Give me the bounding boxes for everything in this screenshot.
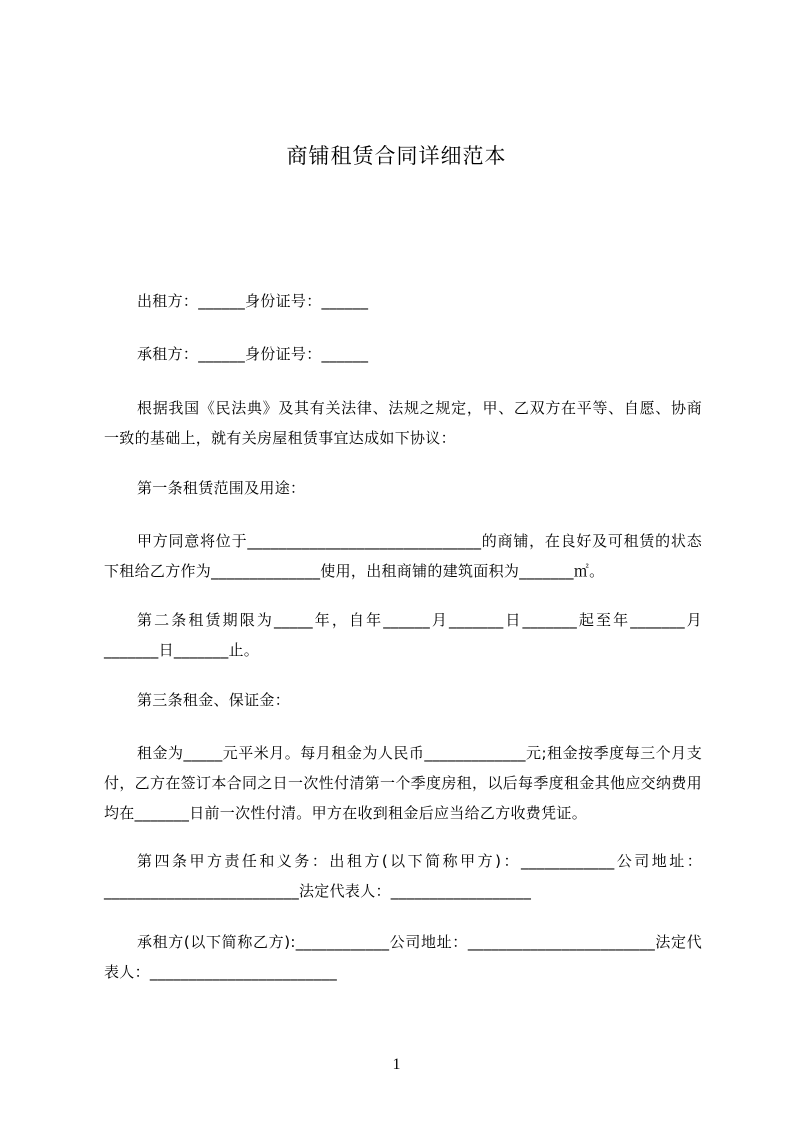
lessor-line: 出租方：______身份证号：______ xyxy=(137,292,369,310)
article-3-paragraph: 租金为_____元平米月。每月租金为人民币_____________元;租金按季度每三个月支付，乙方在签订本合同之日一次性付清第一个季度房租，以后每季度租金其他应交纳费用均在_______日前一次性付清。甲方在收到租金后应当给乙方收费凭证。 xyxy=(104,744,702,822)
page-number: 1 xyxy=(392,1056,401,1073)
lessee-line: 承租方：______身份证号：______ xyxy=(137,345,369,363)
article-1-paragraph: 甲方同意将位于______________________________的商铺，在良好及可租赁的状态下租给乙方作为______________使用，出租商铺的建筑面积为_______㎡。 xyxy=(104,532,702,580)
article-4-paragraph: 第四条甲方责任和义务：出租方(以下简称甲方)：____________公司地址：_________________________法定代表人：__________________ xyxy=(104,852,702,900)
article-1-heading: 第一条租赁范围及用途： xyxy=(137,479,306,497)
article-3-heading: 第三条租金、保证金： xyxy=(137,691,291,709)
preamble-paragraph: 根据我国《民法典》及其有关法律、法规之规定，甲、乙双方在平等、自愿、协商一致的基础上，就有关房屋租赁事宜达成如下协议： xyxy=(104,399,702,447)
lessee-company-paragraph: 承租方(以下简称乙方):____________公司地址：________________________法定代表人：________________________ xyxy=(104,933,702,981)
article-2-paragraph: 第二条租赁期限为_____年，自年______月_______日_______起至年_______月_______日_______止。 xyxy=(104,611,702,659)
document-title: 商铺租赁合同详细范本 xyxy=(286,144,507,168)
